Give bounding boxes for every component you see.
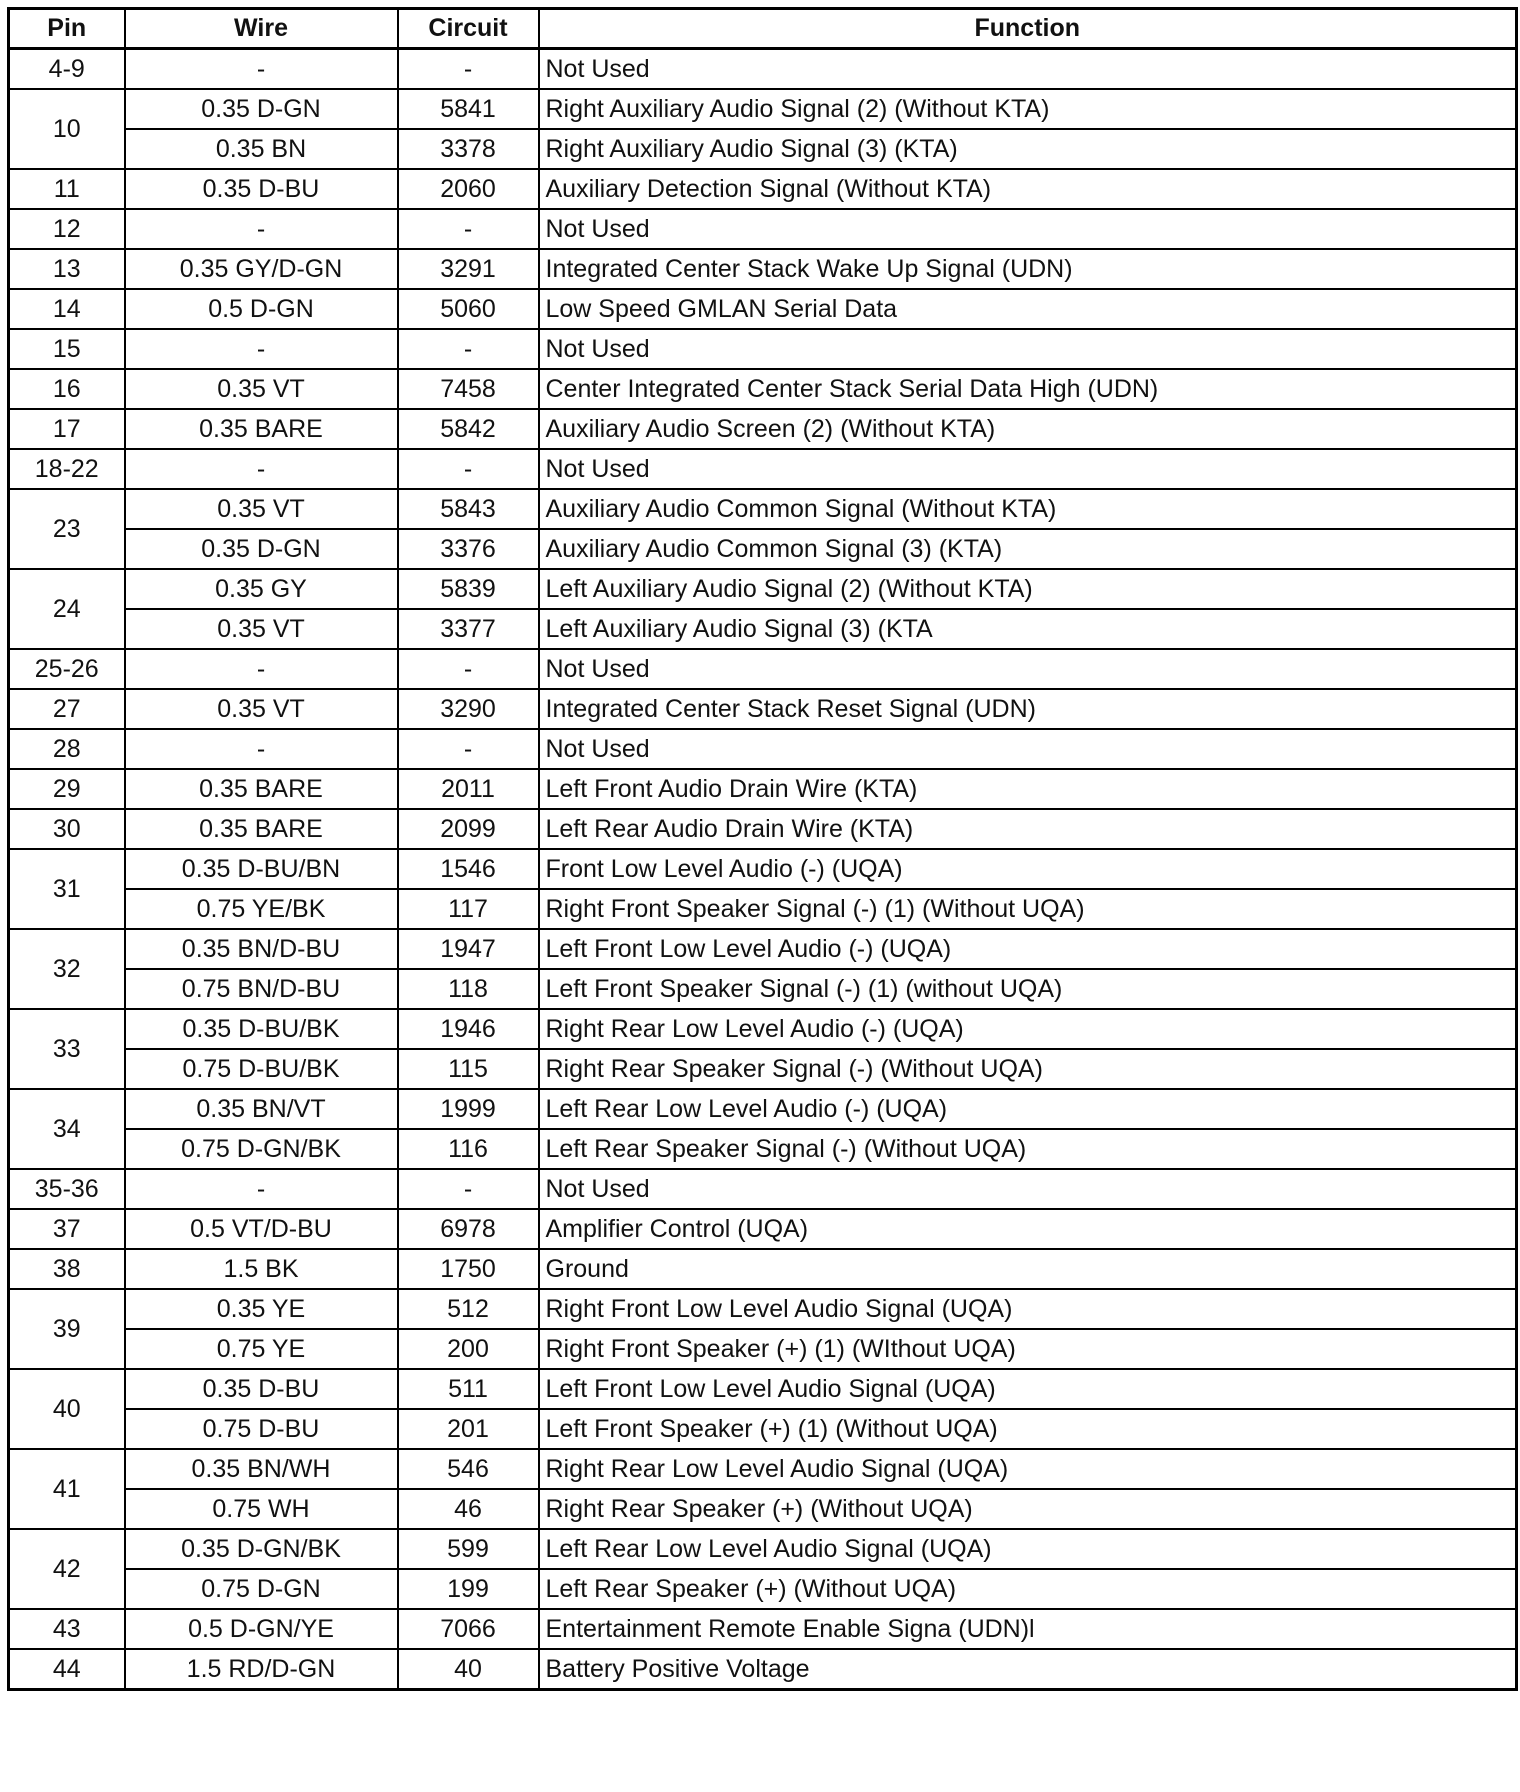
circuit-cell: - <box>398 1169 539 1209</box>
wire-cell: 0.35 D-BU <box>125 169 398 209</box>
wire-cell: - <box>125 1169 398 1209</box>
circuit-cell: 2011 <box>398 769 539 809</box>
wire-cell: 0.75 D-BU/BK <box>125 1049 398 1089</box>
circuit-column-header: Circuit <box>398 9 539 49</box>
function-cell: Amplifier Control (UQA) <box>539 1209 1517 1249</box>
function-cell: Not Used <box>539 729 1517 769</box>
circuit-cell: 5839 <box>398 569 539 609</box>
wire-cell: 0.35 D-BU <box>125 1369 398 1409</box>
circuit-cell: 511 <box>398 1369 539 1409</box>
wire-cell: 0.35 BN/WH <box>125 1449 398 1489</box>
table-row <box>9 1649 1517 1690</box>
function-cell: Left Rear Speaker Signal (-) (Without UQA) <box>539 1129 1517 1169</box>
pin-cell: 23 <box>9 489 125 569</box>
function-cell: Not Used <box>539 649 1517 689</box>
circuit-cell: 46 <box>398 1489 539 1529</box>
circuit-cell: 2060 <box>398 169 539 209</box>
table-row <box>9 289 1517 329</box>
table-row <box>9 329 1517 369</box>
function-cell: Right Auxiliary Audio Signal (2) (Without KTA) <box>539 89 1517 129</box>
table-row <box>9 929 1517 969</box>
table-row <box>9 1289 1517 1329</box>
function-cell: Battery Positive Voltage <box>539 1649 1517 1690</box>
function-cell: Integrated Center Stack Reset Signal (UDN) <box>539 689 1517 729</box>
wire-cell: 0.35 BARE <box>125 409 398 449</box>
table-row <box>9 529 1517 569</box>
circuit-cell: 1946 <box>398 1009 539 1049</box>
function-cell: Left Rear Low Level Audio Signal (UQA) <box>539 1529 1517 1569</box>
circuit-cell: - <box>398 729 539 769</box>
function-cell: Left Front Speaker (+) (1) (Without UQA) <box>539 1409 1517 1449</box>
wire-cell: 0.35 D-GN <box>125 529 398 569</box>
pin-cell: 16 <box>9 369 125 409</box>
wire-cell: 0.5 D-GN/YE <box>125 1609 398 1649</box>
function-cell: Right Rear Low Level Audio (-) (UQA) <box>539 1009 1517 1049</box>
table-row <box>9 689 1517 729</box>
function-cell: Left Rear Low Level Audio (-) (UQA) <box>539 1089 1517 1129</box>
wire-cell: 0.5 VT/D-BU <box>125 1209 398 1249</box>
function-cell: Not Used <box>539 329 1517 369</box>
pin-cell: 10 <box>9 89 125 169</box>
circuit-cell: 1999 <box>398 1089 539 1129</box>
pin-cell: 11 <box>9 169 125 209</box>
pin-cell: 15 <box>9 329 125 369</box>
table-row <box>9 169 1517 209</box>
function-cell: Right Front Speaker Signal (-) (1) (Without UQA) <box>539 889 1517 929</box>
wire-cell: 0.35 VT <box>125 489 398 529</box>
pin-cell: 17 <box>9 409 125 449</box>
table-row <box>9 1249 1517 1289</box>
function-column-header: Function <box>539 9 1517 49</box>
pin-cell: 35-36 <box>9 1169 125 1209</box>
function-cell: Auxiliary Audio Common Signal (Without KTA) <box>539 489 1517 529</box>
function-cell: Not Used <box>539 209 1517 249</box>
function-cell: Not Used <box>539 1169 1517 1209</box>
function-cell: Right Rear Low Level Audio Signal (UQA) <box>539 1449 1517 1489</box>
circuit-cell: 1947 <box>398 929 539 969</box>
circuit-cell: 3377 <box>398 609 539 649</box>
function-cell: Left Front Low Level Audio (-) (UQA) <box>539 929 1517 969</box>
function-cell: Left Rear Audio Drain Wire (KTA) <box>539 809 1517 849</box>
pin-cell: 40 <box>9 1369 125 1449</box>
function-cell: Entertainment Remote Enable Signa (UDN)l <box>539 1609 1517 1649</box>
table-row <box>9 889 1517 929</box>
table-row <box>9 1209 1517 1249</box>
function-cell: Not Used <box>539 449 1517 489</box>
pinout-table <box>7 7 1518 1691</box>
wire-cell: - <box>125 449 398 489</box>
function-cell: Integrated Center Stack Wake Up Signal (UDN) <box>539 249 1517 289</box>
table-row <box>9 409 1517 449</box>
pin-cell: 43 <box>9 1609 125 1649</box>
circuit-cell: 2099 <box>398 809 539 849</box>
pin-cell: 33 <box>9 1009 125 1089</box>
wire-cell: 0.75 D-GN <box>125 1569 398 1609</box>
function-cell: Right Front Low Level Audio Signal (UQA) <box>539 1289 1517 1329</box>
wire-cell: 0.35 BARE <box>125 809 398 849</box>
circuit-cell: 199 <box>398 1569 539 1609</box>
circuit-cell: 201 <box>398 1409 539 1449</box>
table-row <box>9 1569 1517 1609</box>
wire-cell: 0.35 D-GN <box>125 89 398 129</box>
wire-cell: 0.35 GY/D-GN <box>125 249 398 289</box>
table-row <box>9 1609 1517 1649</box>
wire-cell: 0.35 GY <box>125 569 398 609</box>
function-cell: Left Front Audio Drain Wire (KTA) <box>539 769 1517 809</box>
table-row <box>9 1129 1517 1169</box>
pin-cell: 29 <box>9 769 125 809</box>
function-cell: Left Auxiliary Audio Signal (2) (Without KTA) <box>539 569 1517 609</box>
pin-column-header: Pin <box>9 9 125 49</box>
table-row <box>9 49 1517 90</box>
wire-cell: 0.35 VT <box>125 369 398 409</box>
circuit-cell: 3291 <box>398 249 539 289</box>
circuit-cell: 116 <box>398 1129 539 1169</box>
pin-cell: 37 <box>9 1209 125 1249</box>
table-row <box>9 569 1517 609</box>
circuit-cell: 5841 <box>398 89 539 129</box>
table-row <box>9 1049 1517 1089</box>
table-row <box>9 1409 1517 1449</box>
circuit-cell: - <box>398 49 539 90</box>
pin-cell: 31 <box>9 849 125 929</box>
function-cell: Auxiliary Audio Screen (2) (Without KTA) <box>539 409 1517 449</box>
table-row <box>9 1449 1517 1489</box>
wire-cell: 1.5 BK <box>125 1249 398 1289</box>
function-cell: Left Auxiliary Audio Signal (3) (KTA <box>539 609 1517 649</box>
table-body <box>9 49 1517 1690</box>
wire-cell: 0.75 YE <box>125 1329 398 1369</box>
function-cell: Not Used <box>539 49 1517 90</box>
pin-cell: 41 <box>9 1449 125 1529</box>
table-header <box>9 9 1517 49</box>
wire-cell: - <box>125 49 398 90</box>
table-row <box>9 209 1517 249</box>
table-row <box>9 249 1517 289</box>
circuit-cell: - <box>398 449 539 489</box>
function-cell: Auxiliary Detection Signal (Without KTA) <box>539 169 1517 209</box>
circuit-cell: 1750 <box>398 1249 539 1289</box>
table-row <box>9 1009 1517 1049</box>
wire-cell: 0.75 YE/BK <box>125 889 398 929</box>
table-row <box>9 729 1517 769</box>
table-row <box>9 1369 1517 1409</box>
pin-cell: 24 <box>9 569 125 649</box>
table-row <box>9 1089 1517 1129</box>
pin-cell: 44 <box>9 1649 125 1690</box>
circuit-cell: 5842 <box>398 409 539 449</box>
function-cell: Right Rear Speaker (+) (Without UQA) <box>539 1489 1517 1529</box>
function-cell: Ground <box>539 1249 1517 1289</box>
table-row <box>9 449 1517 489</box>
circuit-cell: 117 <box>398 889 539 929</box>
function-cell: Right Auxiliary Audio Signal (3) (KTA) <box>539 129 1517 169</box>
function-cell: Left Front Low Level Audio Signal (UQA) <box>539 1369 1517 1409</box>
circuit-cell: 7458 <box>398 369 539 409</box>
table-row <box>9 89 1517 129</box>
wire-cell: 0.5 D-GN <box>125 289 398 329</box>
table-row <box>9 489 1517 529</box>
function-cell: Right Front Speaker (+) (1) (WIthout UQA) <box>539 1329 1517 1369</box>
wire-cell: 0.35 D-BU/BN <box>125 849 398 889</box>
table-row <box>9 609 1517 649</box>
wire-column-header: Wire <box>125 9 398 49</box>
circuit-cell: - <box>398 649 539 689</box>
wire-cell: 0.35 D-GN/BK <box>125 1529 398 1569</box>
table-row <box>9 1329 1517 1369</box>
function-cell: Low Speed GMLAN Serial Data <box>539 289 1517 329</box>
wire-cell: 0.75 WH <box>125 1489 398 1529</box>
wire-cell: 0.35 D-BU/BK <box>125 1009 398 1049</box>
circuit-cell: 3290 <box>398 689 539 729</box>
pin-cell: 38 <box>9 1249 125 1289</box>
wire-cell: 0.35 VT <box>125 689 398 729</box>
circuit-cell: 546 <box>398 1449 539 1489</box>
circuit-cell: - <box>398 209 539 249</box>
pin-cell: 30 <box>9 809 125 849</box>
pin-cell: 14 <box>9 289 125 329</box>
pin-cell: 34 <box>9 1089 125 1169</box>
wire-cell: 1.5 RD/D-GN <box>125 1649 398 1690</box>
wire-cell: 0.35 YE <box>125 1289 398 1329</box>
table-row <box>9 129 1517 169</box>
circuit-cell: 5060 <box>398 289 539 329</box>
pin-cell: 27 <box>9 689 125 729</box>
function-cell: Front Low Level Audio (-) (UQA) <box>539 849 1517 889</box>
wire-cell: 0.75 D-GN/BK <box>125 1129 398 1169</box>
circuit-cell: 40 <box>398 1649 539 1690</box>
table-row <box>9 1529 1517 1569</box>
pin-cell: 28 <box>9 729 125 769</box>
wire-cell: 0.35 BN/VT <box>125 1089 398 1129</box>
wire-cell: - <box>125 649 398 689</box>
table-row <box>9 769 1517 809</box>
circuit-cell: - <box>398 329 539 369</box>
wire-cell: - <box>125 329 398 369</box>
circuit-cell: 6978 <box>398 1209 539 1249</box>
circuit-cell: 118 <box>398 969 539 1009</box>
circuit-cell: 115 <box>398 1049 539 1089</box>
table-row <box>9 649 1517 689</box>
table-row <box>9 1169 1517 1209</box>
pin-cell: 13 <box>9 249 125 289</box>
wire-cell: 0.35 BN <box>125 129 398 169</box>
circuit-cell: 512 <box>398 1289 539 1329</box>
function-cell: Left Front Speaker Signal (-) (1) (without UQA) <box>539 969 1517 1009</box>
wire-cell: - <box>125 729 398 769</box>
wire-cell: 0.35 VT <box>125 609 398 649</box>
function-cell: Auxiliary Audio Common Signal (3) (KTA) <box>539 529 1517 569</box>
pin-cell: 18-22 <box>9 449 125 489</box>
circuit-cell: 3376 <box>398 529 539 569</box>
pin-cell: 12 <box>9 209 125 249</box>
table-row <box>9 809 1517 849</box>
wire-cell: 0.75 BN/D-BU <box>125 969 398 1009</box>
circuit-cell: 5843 <box>398 489 539 529</box>
table-row <box>9 849 1517 889</box>
circuit-cell: 1546 <box>398 849 539 889</box>
table-row <box>9 1489 1517 1529</box>
pin-cell: 4-9 <box>9 49 125 90</box>
wire-cell: 0.35 BN/D-BU <box>125 929 398 969</box>
table-row <box>9 369 1517 409</box>
wire-cell: 0.75 D-BU <box>125 1409 398 1449</box>
circuit-cell: 200 <box>398 1329 539 1369</box>
circuit-cell: 599 <box>398 1529 539 1569</box>
wire-cell: - <box>125 209 398 249</box>
function-cell: Left Rear Speaker (+) (Without UQA) <box>539 1569 1517 1609</box>
pin-cell: 42 <box>9 1529 125 1609</box>
wire-cell: 0.35 BARE <box>125 769 398 809</box>
table-row <box>9 969 1517 1009</box>
pin-cell: 39 <box>9 1289 125 1369</box>
function-cell: Right Rear Speaker Signal (-) (Without UQA) <box>539 1049 1517 1089</box>
pin-cell: 32 <box>9 929 125 1009</box>
circuit-cell: 7066 <box>398 1609 539 1649</box>
circuit-cell: 3378 <box>398 129 539 169</box>
function-cell: Center Integrated Center Stack Serial Data High (UDN) <box>539 369 1517 409</box>
pin-cell: 25-26 <box>9 649 125 689</box>
header-row <box>9 9 1517 49</box>
